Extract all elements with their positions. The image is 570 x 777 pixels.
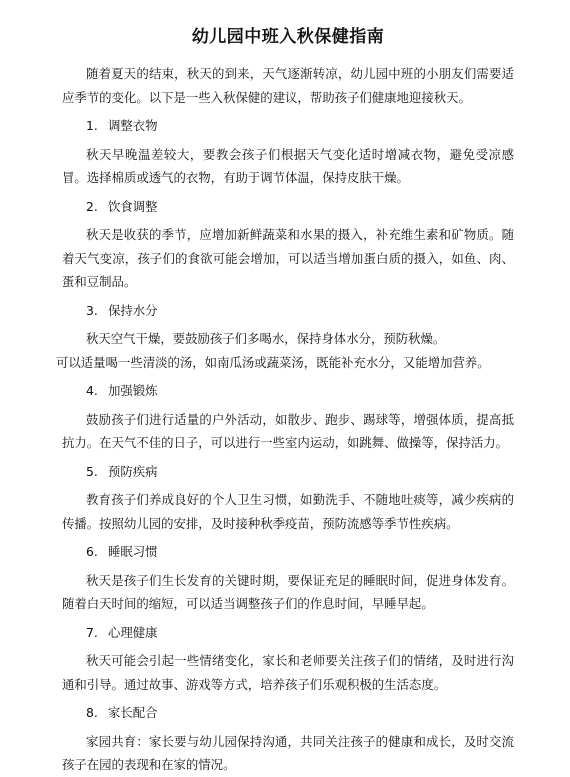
section-heading-7	[62, 621, 514, 645]
section-heading-text: 加强锻炼	[108, 383, 158, 398]
section-heading-5	[62, 460, 514, 484]
section-number: 7.	[86, 624, 98, 640]
section-number: 8.	[86, 705, 98, 720]
section-heading-text: 保持水分	[108, 302, 158, 318]
section-number: 3.	[86, 302, 98, 318]
section-number: 6.	[86, 544, 98, 559]
section-number: 1.	[86, 118, 98, 133]
section-paragraph: 可以适量喝一些清淡的汤，如南瓜汤或蔬菜汤，既能补充水分，又能增加营养。	[56, 354, 490, 370]
section-paragraph: 秋天早晚温差较大，要教会孩子们根据天气变化适时增减衣物，避免受凉感冒。选择棉质或透气的衣物，有助于调节体温，保持皮肤干燥。	[62, 146, 514, 185]
section-heading-4	[62, 379, 514, 403]
section-heading-text: 预防疾病	[108, 463, 158, 479]
section-heading-8	[62, 701, 514, 725]
document-title: 幼儿园中班入秋保健指南	[191, 27, 385, 47]
section-heading-text: 家长配合	[108, 705, 158, 720]
section-paragraph: 秋天是收获的季节，应增加新鲜蔬菜和水果的摄入，补充维生素和矿物质。随着天气变凉，孩子们的食欲可能会增加，可以适当增加蛋白质的摄入，如鱼、肉、蛋和豆制品。	[62, 227, 514, 289]
section-paragraph: 教育孩子们养成良好的个人卫生习惯，如勤洗手、不随地吐痰等，减少疾病的传播。按照幼儿园的安排，及时接种秋季疫苗，预防流感等季节性疾病。	[62, 492, 514, 531]
section-heading-3	[62, 299, 514, 323]
section-heading-2	[62, 195, 514, 219]
section-heading-text: 睡眠习惯	[108, 544, 158, 559]
section-number: 2.	[86, 198, 98, 214]
section-paragraph: 秋天是孩子们生长发育的关键时期，要保证充足的睡眠时间，促进身体发育。随着白天时间的缩短，可以适当调整孩子们的作息时间，早睡早起。	[62, 572, 514, 611]
section-heading-text: 心理健康	[108, 624, 158, 640]
section-paragraph: 秋天空气干燥，要鼓励孩子们多喝水，保持身体水分，预防秋燥。	[86, 331, 446, 346]
section-number: 4.	[86, 383, 98, 398]
section-number: 5.	[86, 463, 98, 479]
section-heading-6	[62, 540, 514, 564]
section-paragraph: 秋天可能会引起一些情绪变化，家长和老师要关注孩子们的情绪，及时进行沟通和引导。通过故事、游戏等方式，培养孩子们乐观积极的生活态度。	[62, 653, 514, 692]
intro-paragraph: 随着夏天的结束，秋天的到来，天气逐渐转凉，幼儿园中班的小朋友们需要适应季节的变化。以下是一些入秋保健的建议，帮助孩子们健康地迎接秋天。	[62, 66, 514, 105]
section-paragraph: 家园共育：家长要与幼儿园保持沟通，共同关注孩子的健康和成长，及时交流孩子在园的表现和在家的情况。	[62, 733, 514, 772]
section-paragraph: 鼓励孩子们进行适量的户外活动，如散步、跑步、踢球等，增强体质，提高抵抗力。在天气不佳的日子，可以进行一些室内运动，如跳舞、做操等，保持活力。	[62, 411, 514, 450]
section-heading-1	[62, 114, 514, 138]
section-heading-text: 调整衣物	[108, 118, 158, 133]
section-heading-text: 饮食调整	[108, 198, 158, 214]
